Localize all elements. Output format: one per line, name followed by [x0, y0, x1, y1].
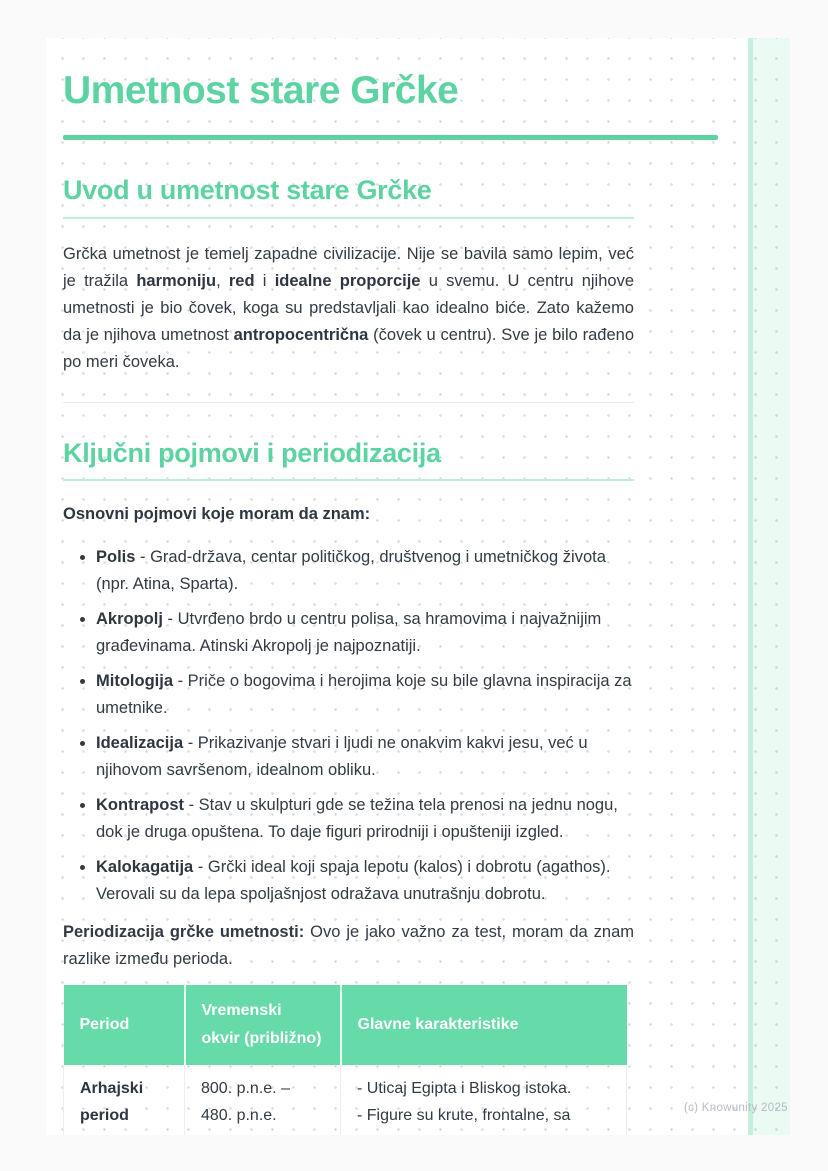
- text-segment: (čovek u centru). Sve je bilo rađeno po meri čoveka.: [63, 325, 634, 371]
- characteristic-line: - Figure su krute, frontalne, sa: [357, 1107, 571, 1125]
- column-header-timeframe: Vremenski okvir (približno): [185, 985, 341, 1065]
- characteristic-line: - Uticaj Egipta i Bliskog istoka.: [357, 1080, 572, 1098]
- term-label: Idealizacija: [96, 734, 184, 753]
- text-segment: ,: [216, 271, 229, 290]
- column-header-characteristics: Glavne karakteristike: [341, 985, 627, 1065]
- term-text: - Prikazivanje stvari i ljudi ne onakvim kakvi jesu, već u njihovom savršenom, idealnom obliku.: [96, 734, 588, 780]
- text-segment: Grčka umetnost je temelj zapadne civilizacije. Nije se bavila samo lepim, već je tražila: [63, 244, 634, 290]
- cell-period: Arhajski period: [64, 1065, 185, 1135]
- bold-term: antropocentrična: [233, 325, 369, 344]
- term-text: - Utvrđeno brdo u centru polisa, sa hramovima i najvažnijim građevinama. Atinski Akropolj je najpoznatiji.: [96, 610, 602, 656]
- document-content: [63, 38, 634, 1135]
- periods-table: [63, 985, 627, 1135]
- title-rule: [63, 135, 718, 140]
- terms-list: [63, 544, 634, 908]
- list-item: [96, 544, 634, 598]
- document-page: [46, 38, 790, 1135]
- term-label: Kalokagatija: [96, 858, 194, 877]
- watermark: (c) Knowunity 2025: [684, 1102, 788, 1114]
- list-item: [96, 606, 634, 660]
- term-label: Polis: [96, 548, 136, 567]
- list-item: [96, 730, 634, 784]
- text-segment: i: [254, 271, 275, 290]
- page-title: Umetnost stare Grčke: [63, 69, 459, 112]
- text-segment: u svemu. U centru njihove umetnosti je bio čovek, koga su predstavljali kao idealno biće. Zato kažemo da je njihova umetnost: [63, 271, 635, 344]
- list-item: [96, 668, 634, 722]
- bold-term: idealne proporcije: [274, 271, 421, 290]
- terms-lead: Osnovni pojmovi koje moram da znam:: [63, 505, 371, 524]
- section-divider: [63, 402, 634, 403]
- list-item: [96, 792, 634, 846]
- term-text: - Stav u skulpturi gde se težina tela prenosi na jednu nogu, dok je druga opuštena. To daje figuri prirodniji i opušteniji izgled.: [96, 796, 618, 842]
- term-text: - Grčki ideal koji spaja lepotu (kalos) i dobrotu (agathos). Verovali su da lepa spoljašnjost odražava unutrašnju dobrotu.: [96, 858, 611, 904]
- periodization-paragraph: [63, 919, 634, 973]
- term-label: Kontrapost: [96, 796, 184, 815]
- column-header-period: Period: [64, 985, 185, 1065]
- bold-lead-in: Periodizacija grčke umetnosti:: [63, 923, 305, 942]
- term-text: - Priče o bogovima i herojima koje su bile glavna inspiracija za umetnike.: [96, 672, 632, 718]
- cell-characteristics: [341, 1065, 627, 1135]
- term-label: Mitologija: [96, 672, 173, 691]
- cell-timeframe: 800. p.n.e. – 480. p.n.e.: [185, 1065, 341, 1135]
- bold-term: red: [228, 271, 255, 290]
- bold-term: harmoniju: [136, 271, 217, 290]
- text-segment: Ovo je jako važno za test, moram da znam razlike između perioda.: [63, 923, 634, 969]
- list-item: [96, 854, 634, 908]
- term-text: - Grad-država, centar političkog, društvenog i umetničkog života (npr. Atina, Sparta).: [96, 548, 606, 594]
- table-header-row: [64, 985, 627, 1065]
- table-row: [64, 1065, 627, 1135]
- intro-paragraph: [63, 241, 634, 376]
- term-label: Akropolj: [96, 610, 163, 629]
- section-heading-key-terms: Ključni pojmovi i periodizacija: [63, 437, 634, 482]
- notebook-margin-band: [748, 38, 790, 1135]
- section-heading-intro: Uvod u umetnost stare Grčke: [63, 174, 634, 219]
